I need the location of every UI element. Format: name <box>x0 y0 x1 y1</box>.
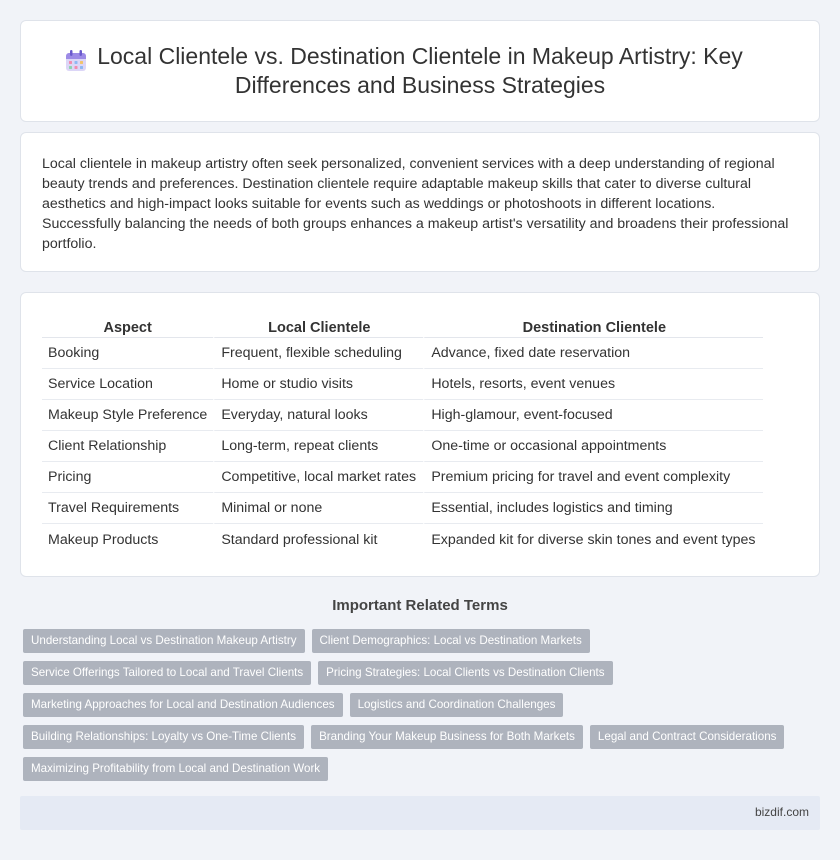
page-title: Local Clientele vs. Destination Clientele in Makeup Artistry: Key Differences and Business Strategies <box>97 43 743 98</box>
related-term-tag[interactable]: Legal and Contract Considerations <box>590 725 785 749</box>
table-row <box>42 400 763 431</box>
column-header-destination: Destination Clientele <box>423 316 763 338</box>
cell-destination: Essential, includes logistics and timing <box>423 493 763 524</box>
cell-destination: One-time or occasional appointments <box>423 431 763 462</box>
cell-aspect: Makeup Style Preference <box>42 400 213 431</box>
cell-local: Frequent, flexible scheduling <box>213 338 423 369</box>
cell-aspect: Client Relationship <box>42 431 213 462</box>
cell-local: Standard professional kit <box>213 524 423 555</box>
cell-aspect: Booking <box>42 338 213 369</box>
cell-destination: Expanded kit for diverse skin tones and event types <box>423 524 763 555</box>
cell-aspect: Service Location <box>42 369 213 400</box>
title-card <box>20 20 820 122</box>
footer-bar <box>20 796 820 830</box>
column-header-aspect: Aspect <box>42 316 213 338</box>
related-term-tag[interactable]: Maximizing Profitability from Local and Destination Work <box>23 757 328 781</box>
table-header-row <box>42 316 763 338</box>
table-row <box>42 493 763 524</box>
cell-destination: Advance, fixed date reservation <box>423 338 763 369</box>
intro-paragraph: Local clientele in makeup artistry often seek personalized, convenient services with a deep understanding of regional beauty trends and preferences. Destination clientele require adaptable makeup skills that cater to diverse cultural aesthetics and high-impact looks suitable for events such as weddings or photoshoots in different locations. Successfully balancing the needs of both groups enhances a makeup artist's versatility and broadens their professional portfolio. <box>42 156 789 252</box>
related-term-tag[interactable]: Marketing Approaches for Local and Destination Audiences <box>23 693 343 717</box>
column-header-local: Local Clientele <box>213 316 423 338</box>
comparison-table <box>42 316 763 555</box>
footer-site-name: bizdif.com <box>754 805 809 819</box>
table-row <box>42 338 763 369</box>
comparison-card <box>20 292 820 577</box>
cell-destination: Premium pricing for travel and event complexity <box>423 462 763 493</box>
cell-local: Home or studio visits <box>213 369 423 400</box>
intro-card <box>20 132 820 272</box>
related-term-tag[interactable]: Service Offerings Tailored to Local and Travel Clients <box>23 661 311 685</box>
related-term-tag[interactable]: Branding Your Makeup Business for Both Markets <box>311 725 583 749</box>
cell-aspect: Makeup Products <box>48 531 159 548</box>
table-row <box>42 369 763 400</box>
cell-destination: High-glamour, event-focused <box>423 400 763 431</box>
table-row <box>42 524 763 555</box>
cell-local: Long-term, repeat clients <box>213 431 423 462</box>
related-term-tag[interactable]: Pricing Strategies: Local Clients vs Destination Clients <box>318 661 612 685</box>
related-terms-list <box>23 629 813 781</box>
cell-aspect: Pricing <box>42 462 213 493</box>
cell-local: Everyday, natural looks <box>213 400 423 431</box>
cell-destination: Hotels, resorts, event venues <box>423 369 763 400</box>
related-terms-heading: Important Related Terms <box>332 597 508 614</box>
cell-local: Minimal or none <box>213 493 423 524</box>
related-term-tag[interactable]: Understanding Local vs Destination Makeup Artistry <box>23 629 305 653</box>
related-term-tag[interactable]: Logistics and Coordination Challenges <box>350 693 564 717</box>
cell-aspect: Travel Requirements <box>42 493 213 524</box>
table-row <box>42 431 763 462</box>
table-row <box>42 462 763 493</box>
cell-local: Competitive, local market rates <box>213 462 423 493</box>
related-term-tag[interactable]: Building Relationships: Loyalty vs One-Time Clients <box>23 725 304 749</box>
related-term-tag[interactable]: Client Demographics: Local vs Destination Markets <box>312 629 590 653</box>
